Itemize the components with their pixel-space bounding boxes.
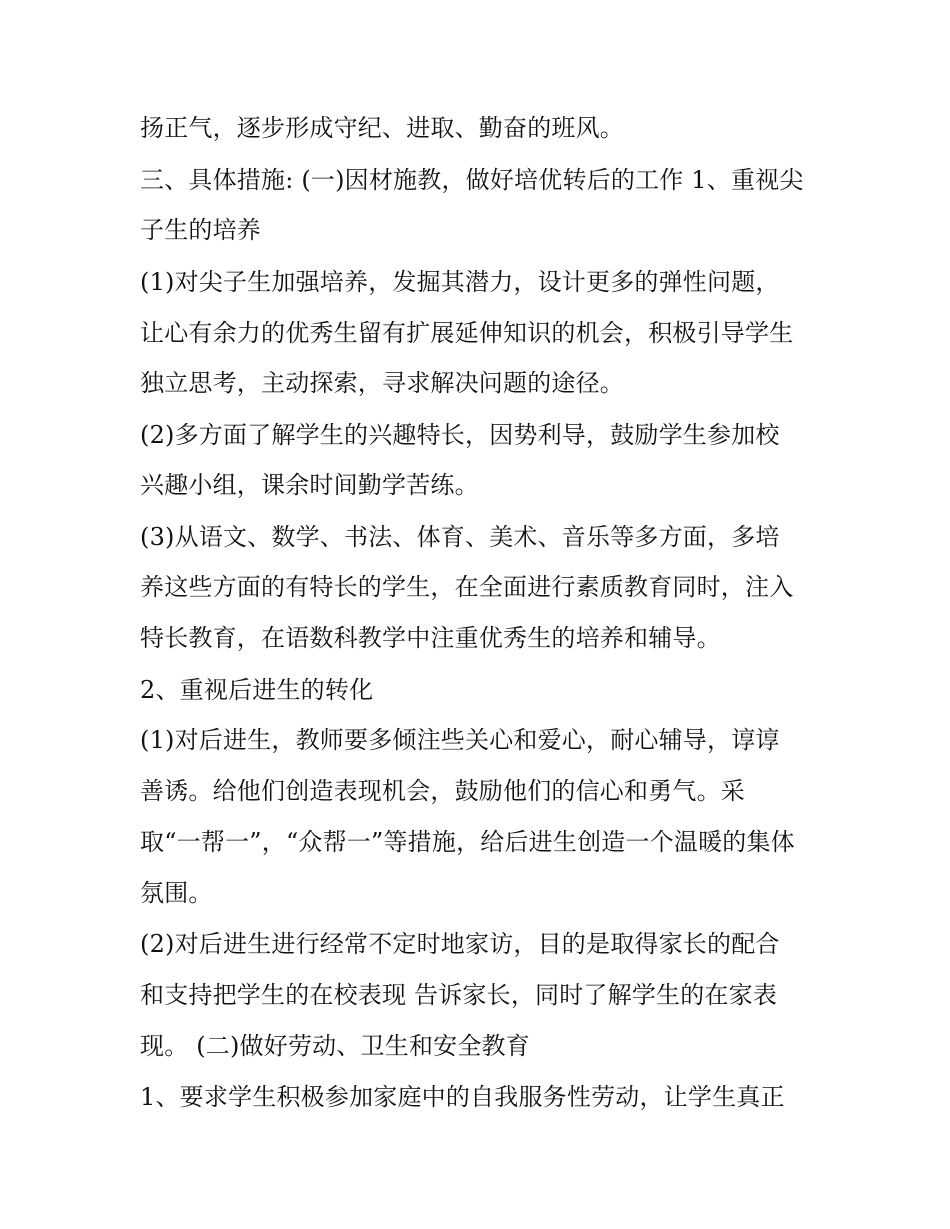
text-line-1: 扬正气，逐步形成守纪、进取、勤奋的班风。 bbox=[140, 114, 624, 142]
text-line-17: (2)对后进生进行经常不定时地家访，目的是取得家长的配合 bbox=[140, 930, 780, 958]
text-line-6: 独立思考，主动探索，寻求解决问题的途径。 bbox=[140, 369, 624, 397]
text-line-18: 和支持把学生的在校表现 告诉家长，同时了解学生的在家表 bbox=[140, 981, 778, 1009]
text-line-13: (1)对后进生，教师要多倾注些关心和爱心，耐心辅导，谆谆 bbox=[140, 726, 780, 754]
text-line-7: (2)多方面了解学生的兴趣特长，因势利导，鼓励学生参加校 bbox=[140, 421, 780, 449]
text-line-4: (1)对尖子生加强培养，发掘其潜力，设计更多的弹性问题， bbox=[140, 268, 780, 296]
text-line-11: 特长教育，在语数科教学中注重优秀生的培养和辅导。 bbox=[140, 624, 721, 652]
text-line-14: 善诱。给他们创造表现机会，鼓励他们的信心和勇气。采 bbox=[140, 777, 745, 805]
text-line-19: 现。 (二)做好劳动、卫生和安全教育 bbox=[140, 1032, 530, 1060]
text-line-8: 兴趣小组，课余时间勤学苦练。 bbox=[140, 471, 479, 499]
text-line-16: 氛围。 bbox=[140, 879, 213, 907]
text-line-9: (3)从语文、数学、书法、体育、美术、音乐等多方面，多培 bbox=[140, 523, 780, 551]
text-line-2: 三、具体措施: (一)因材施教，做好培优转后的工作 1、重视尖 bbox=[140, 166, 804, 194]
text-line-3: 子生的培养 bbox=[140, 216, 261, 244]
text-line-10: 养这些方面的有特长的学生，在全面进行素质教育同时，注入 bbox=[140, 573, 794, 601]
text-line-15: 取“一帮一”，“众帮一”等措施，给后进生创造一个温暖的集体 bbox=[140, 828, 795, 856]
text-line-20: 1、要求学生积极参加家庭中的自我服务性劳动，让学生真正 bbox=[140, 1083, 785, 1111]
text-line-5: 让心有余力的优秀生留有扩展延伸知识的机会，积极引导学生 bbox=[140, 319, 794, 347]
text-line-12: 2、重视后进生的转化 bbox=[140, 676, 374, 704]
